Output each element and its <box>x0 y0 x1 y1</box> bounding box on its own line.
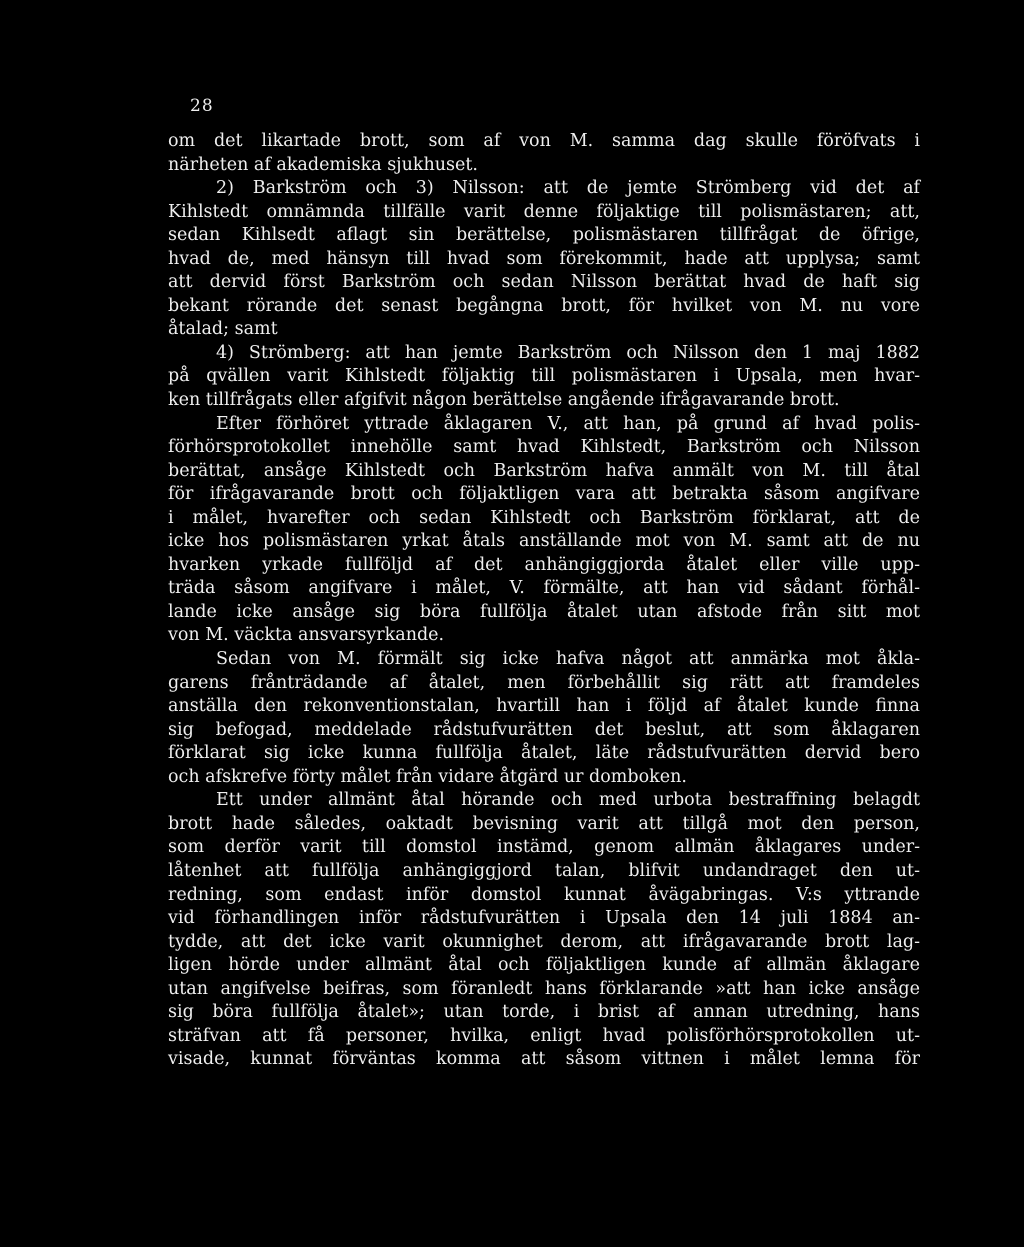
text-line: 2) Barkström och 3) Nilsson: att de jemte Strömberg vid det af <box>216 178 920 199</box>
text-line: icke hos polismästaren yrkat åtals anställande mot von M. samt att de nu <box>168 531 920 552</box>
text-line: för ifrågavarande brott och följaktligen vara att betrakta såsom angifvare <box>168 484 920 505</box>
text-line: sig böra fullfölja åtalet»; utan torde, i brist af annan utredning, hans <box>168 1002 920 1023</box>
text-line: vid förhandlingen inför rådstufvurätten i Upsala den 14 juli 1884 an- <box>168 908 920 929</box>
body-text <box>168 130 920 1072</box>
text-line: Ett under allmänt åtal hörande och med urbota bestraffning belagdt <box>216 790 920 811</box>
text-line: om det likartade brott, som af von M. samma dag skulle föröfvats i <box>168 131 920 151</box>
text-line: ligen hörde under allmänt åtal och följaktligen kunde af allmän åklagare <box>168 955 920 976</box>
text-line: Kihlstedt omnämnda tillfälle varit denne följaktige till polismästaren; att, <box>168 201 920 222</box>
text-line: anställa den rekonventionstalan, hvartill han i följd af åtalet kunde finna <box>168 696 920 717</box>
text-line: redning, som endast inför domstol kunnat åvägabringas. V:s yttrande <box>168 884 920 905</box>
text-line: 4) Strömberg: att han jemte Barkström och Nilsson den 1 maj 1882 <box>216 342 920 363</box>
text-line: sedan Kihlsedt aflagt sin berättelse, polismästaren tillfrågat de öfrige, <box>168 225 920 246</box>
text-line: Efter förhöret yttrade åklagaren V., att han, på grund af hvad polis- <box>216 413 920 434</box>
text-line: i målet, hvarefter och sedan Kihlstedt och Barkström förklarat, att de <box>168 507 920 528</box>
text-line: förhörsprotokollet innehölle samt hvad Kihlstedt, Barkström och Nilsson <box>168 437 920 458</box>
text-line: hvarken yrkade fullföljd af det anhängiggjorda åtalet eller ville upp- <box>168 554 920 575</box>
text-line: Sedan von M. förmält sig icke hafva något att anmärka mot åkla- <box>216 649 920 670</box>
text-line: von M. väckta ansvarsyrkande. <box>168 625 445 646</box>
text-line: lande icke ansåge sig böra fullfölja åtalet utan afstode från sitt mot <box>168 601 920 622</box>
text-line: åtalad; samt <box>168 319 278 340</box>
text-line: sträfvan att få personer, hvilka, enligt hvad polisförhörsprotokollen ut- <box>168 1025 920 1046</box>
text-line: sig befogad, meddelade rådstufvurätten det beslut, att som åklagaren <box>168 719 920 740</box>
text-line: på qvällen varit Kihlstedt följaktig till polismästaren i Upsala, men hvar- <box>168 366 920 387</box>
text-line: och afskrefve förty målet från vidare åtgärd ur domboken. <box>168 766 687 787</box>
text-line: tydde, att det icke varit okunnighet derom, att ifrågavarande brott lag- <box>168 931 920 952</box>
text-line: berättat, ansåge Kihlstedt och Barkström hafva anmält von M. till åtal <box>168 460 920 481</box>
text-line: hvad de, med hänsyn till hvad som förekommit, hade att upplysa; samt <box>168 248 920 269</box>
text-line: visade, kunnat förväntas komma att såsom vittnen i målet lemna för <box>168 1049 920 1070</box>
text-line: ken tillfrågats eller afgifvit någon berättelse angående ifrågavarande brott. <box>168 390 840 411</box>
text-line: som derför varit till domstol instämd, genom allmän åklagares under- <box>168 837 920 858</box>
text-line: brott hade således, oaktadt bevisning varit att tillgå mot den person, <box>168 813 920 834</box>
text-line: träda såsom angifvare i målet, V. förmälte, att han vid sådant förhål- <box>168 578 920 599</box>
text-line: närheten af akademiska sjukhuset. <box>168 154 478 175</box>
text-line: bekant rörande det senast begångna brott, för hvilket von M. nu vore <box>168 295 920 316</box>
page-number: 28 <box>190 96 214 116</box>
text-line: låtenhet att fullfölja anhängiggjord talan, blifvit undandraget den ut- <box>168 860 920 881</box>
text-line: att dervid först Barkström och sedan Nilsson berättat hvad de haft sig <box>168 272 920 293</box>
text-line: garens frånträdande af åtalet, men förbehållit sig rätt att framdeles <box>168 672 920 693</box>
text-line: förklarat sig icke kunna fullfölja åtalet, läte rådstufvurätten dervid bero <box>168 743 920 764</box>
text-line: utan angifvelse beifras, som föranledt hans förklarande »att han icke ansåge <box>168 978 920 999</box>
